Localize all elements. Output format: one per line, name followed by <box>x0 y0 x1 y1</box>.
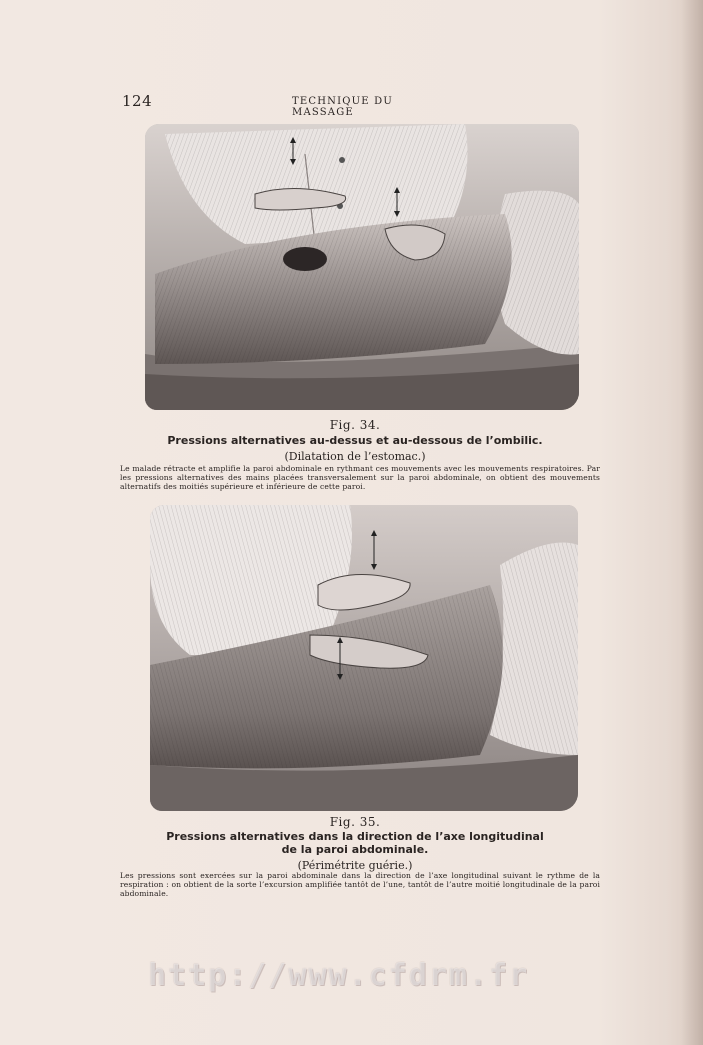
page-number: 124 <box>122 92 153 110</box>
figure-35-illustration <box>150 505 578 811</box>
website-watermark: http://www.cfdrm.fr <box>148 958 530 993</box>
figure-35-engraving <box>150 505 578 811</box>
page-edge-shadow <box>681 0 703 1045</box>
figure-34-subtitle: (Dilatation de l’estomac.) <box>284 450 426 463</box>
figure-34-title: Pressions alternatives au-dessus et au-dessous de l’ombilic. <box>167 434 543 447</box>
running-title: TECHNIQUE DU MASSAGE <box>292 96 393 118</box>
figure-35-title-line1: Pressions alternatives dans la direction de l’axe longitudinal <box>166 830 544 843</box>
figure-35-caption <box>120 815 590 872</box>
figure-35-label: Fig. 35. <box>329 815 381 829</box>
figure-35-subtitle: (Périmétrite guérie.) <box>297 859 413 872</box>
figure-34-caption <box>120 418 590 463</box>
figure-34-description: Le malade rétracte et amplifie la paroi abdominale en rythmant ces mouvements avec les mouvements respiratoires. Par les pressions alternatives des mains placées transversalement sur la paroi abdominale, on obtient des mouvements alternatifs des moitiés supérieure et inférieure de cette paroi. <box>120 464 600 491</box>
figure-35-title-line2: de la paroi abdominale. <box>281 843 429 856</box>
figure-35-description: Les pressions sont exercées sur la paroi abdominale dans la direction de l’axe longitudinal suivant le rythme de la respiration : on obtient de la sorte l’excursion amplifiée tantôt de l’une, tantôt de l’autre moitié longitudinale de la paroi abdominale. <box>120 871 600 898</box>
figure-34-engraving <box>145 124 579 410</box>
figure-34-label: Fig. 34. <box>329 418 381 432</box>
figure-34-illustration <box>145 124 579 410</box>
page-header <box>122 92 442 118</box>
